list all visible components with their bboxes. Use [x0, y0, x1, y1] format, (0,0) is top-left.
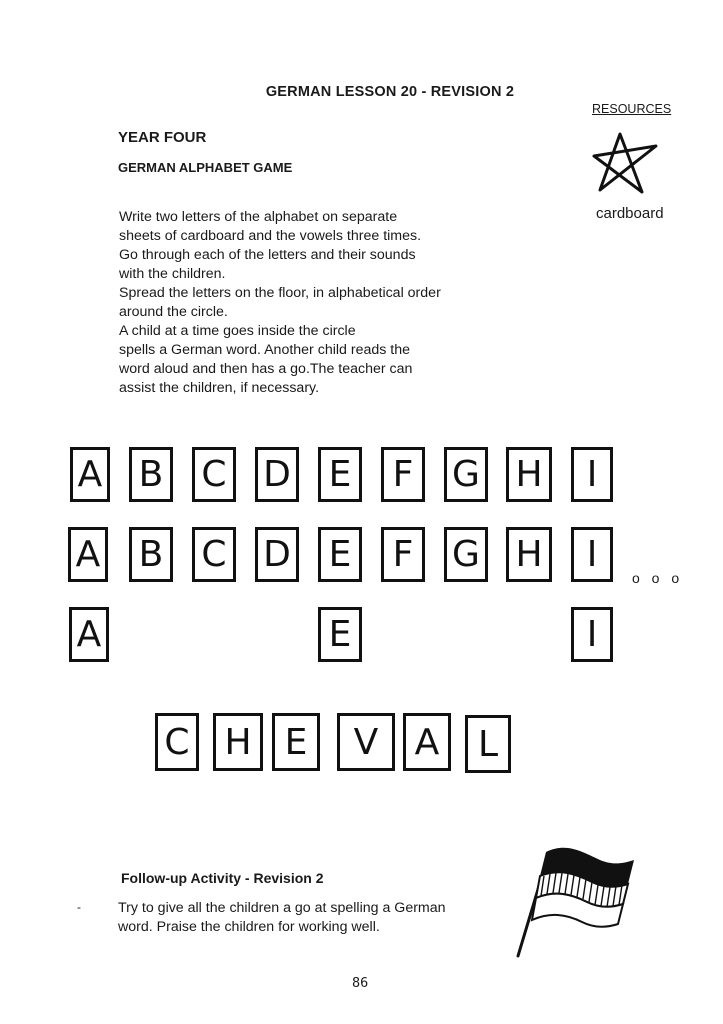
page-title: GERMAN LESSON 20 - REVISION 2 — [265, 84, 515, 100]
star-icon — [590, 130, 662, 200]
word-letter-card: A — [403, 713, 451, 771]
letter-card: F — [381, 527, 425, 582]
word-letter-card: V — [337, 713, 395, 771]
resource-item: cardboard — [596, 205, 664, 222]
letter-card: B — [129, 447, 173, 502]
letter-card: A — [69, 607, 109, 662]
instruction-line: A child at a time goes inside the circle — [119, 323, 356, 339]
instruction-line: with the children. — [119, 266, 226, 282]
year-heading: YEAR FOUR — [118, 129, 207, 146]
word-letter-card: L — [465, 715, 511, 773]
instruction-line: around the circle. — [119, 304, 228, 320]
instruction-line: spells a German word. Another child reads the — [119, 342, 410, 358]
followup-heading: Follow-up Activity - Revision 2 — [121, 870, 324, 886]
letter-card: I — [571, 447, 613, 502]
letter-card: A — [70, 447, 110, 502]
followup-line: Try to give all the children a go at spelling a German — [118, 900, 446, 916]
instruction-line: sheets of cardboard and the vowels three times. — [119, 228, 422, 244]
letter-card: I — [571, 527, 613, 582]
letter-card: E — [318, 447, 362, 502]
letter-card: G — [444, 447, 488, 502]
word-letter-card: E — [272, 713, 320, 771]
letter-card: I — [571, 607, 613, 662]
letter-card: E — [318, 607, 362, 662]
instructions-text — [119, 208, 499, 398]
letter-card: H — [506, 527, 552, 582]
letter-card: D — [255, 447, 299, 502]
resources-heading: RESOURCES — [592, 102, 672, 116]
letter-card: F — [381, 447, 425, 502]
letter-card: E — [318, 527, 362, 582]
letter-card: D — [255, 527, 299, 582]
word-letter-card: C — [155, 713, 199, 771]
letter-card: H — [506, 447, 552, 502]
instruction-line: assist the children, if necessary. — [119, 380, 320, 396]
instruction-line: Go through each of the letters and their sounds — [119, 247, 416, 263]
word-letter-card: H — [213, 713, 263, 771]
instruction-line: word aloud and then has a go.The teacher can — [119, 361, 413, 377]
followup-text — [118, 899, 498, 937]
letter-card: A — [68, 527, 108, 582]
bullet-mark: - — [77, 900, 81, 914]
letter-card: B — [129, 527, 173, 582]
followup-line: word. Praise the children for working well. — [118, 919, 380, 935]
german-flag-icon — [512, 838, 637, 960]
letter-card: G — [444, 527, 488, 582]
letter-card: C — [192, 527, 236, 582]
page-number: 86 — [352, 975, 369, 991]
instruction-line: Write two letters of the alphabet on separate — [119, 209, 398, 225]
game-heading: GERMAN ALPHABET GAME — [118, 160, 293, 175]
instruction-line: Spread the letters on the floor, in alphabetical order — [119, 285, 441, 301]
letter-card: C — [192, 447, 236, 502]
ellipsis-marks: o o o — [632, 570, 684, 586]
